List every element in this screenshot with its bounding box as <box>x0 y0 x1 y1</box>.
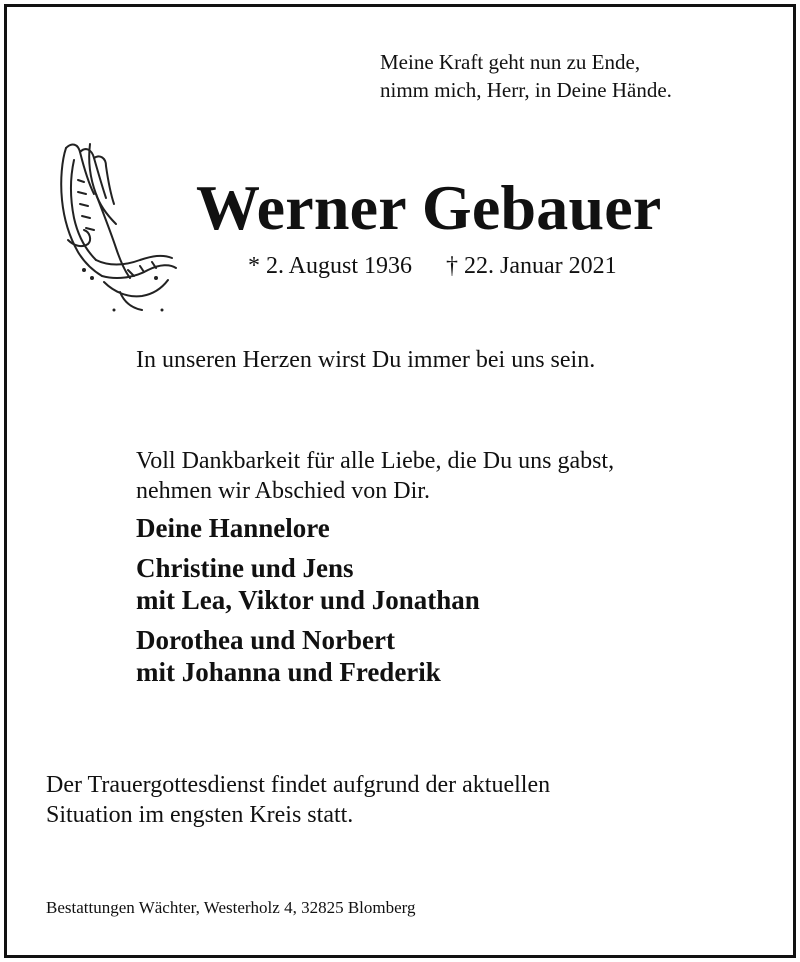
mourner-group <box>136 624 480 688</box>
service-notice <box>46 770 550 830</box>
mourner-line: Deine Hannelore <box>136 513 330 543</box>
service-line: Der Trauergottesdienst findet aufgrund der aktuellen <box>46 772 551 798</box>
verse-line: Meine Kraft geht nun zu Ende, <box>380 50 641 74</box>
mourner-group <box>136 552 480 616</box>
mourner-line: mit Johanna und Frederik <box>136 657 441 687</box>
birth-date: * 2. August 1936 <box>248 253 413 279</box>
deceased-name: Werner Gebauer <box>196 172 662 243</box>
praying-hands-icon <box>44 120 184 320</box>
verse-line: nimm mich, Herr, in Deine Hände. <box>380 78 672 102</box>
thanks-line: Voll Dankbarkeit für alle Liebe, die Du uns gabst, <box>136 448 615 474</box>
mourner-group <box>136 512 480 544</box>
verse <box>380 48 672 104</box>
thanks-text <box>136 446 614 506</box>
mourner-line: mit Lea, Viktor und Jonathan <box>136 585 480 615</box>
life-dates <box>248 251 617 281</box>
memorial-message: In unseren Herzen wirst Du immer bei uns sein. <box>136 347 596 373</box>
mourners-list <box>136 512 480 696</box>
mourner-line: Dorothea und Norbert <box>136 625 395 655</box>
service-line: Situation im engsten Kreis statt. <box>46 802 354 828</box>
thanks-line: nehmen wir Abschied von Dir. <box>136 478 430 504</box>
death-date: † 22. Januar 2021 <box>446 253 617 279</box>
undertaker-info: Bestattungen Wächter, Westerholz 4, 32825 Blomberg <box>46 898 416 917</box>
mourner-line: Christine und Jens <box>136 553 354 583</box>
